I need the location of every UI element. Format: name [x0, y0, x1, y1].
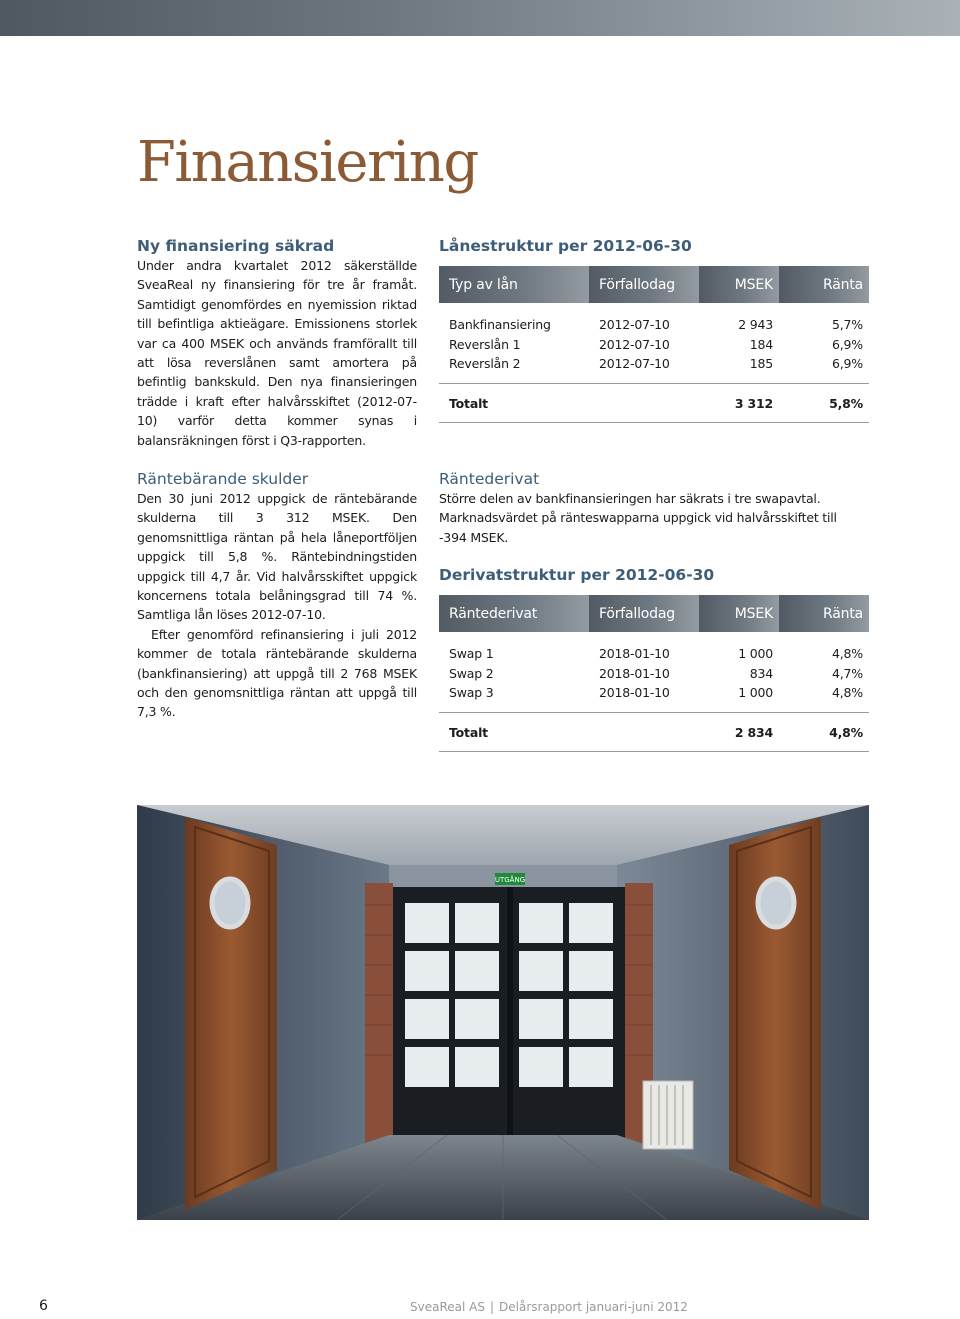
cell: 1 000	[738, 684, 773, 700]
lanestruktur-title: Lånestruktur per 2012-06-30	[439, 237, 692, 255]
section-body: Under andra kvartalet 2012 säkerställde SveaReal ny finansiering för tre år framåt. Samtidigt genomfördes en nyemission riktad till befintliga aktieägare. Emissionens storlek var ca 400 MSEK och används framförallt till att lösa reverslånen samt amortera på befintlig bankskuld. Den nya finansieringen trädde i kraft efter halvårsskiftet (2012-07-10) varför detta kommer synas i balansräkningen först i Q3-rapporten.	[137, 258, 417, 448]
section-body-continued: Efter genomförd refinansiering i juli 2012 kommer de totala räntebärande skulderna (bankfinansiering) att uppgå till 2 768 MSEK och den genomsnittliga räntan att uppgå till 7,3 %.	[137, 626, 417, 720]
footer	[410, 1300, 688, 1314]
section-heading: Ny finansiering säkrad	[137, 237, 335, 255]
cell: 2 943	[738, 317, 773, 333]
corridor-photo	[137, 805, 869, 1220]
column-header: MSEK	[699, 266, 779, 303]
cell: 2012-07-10	[599, 336, 670, 352]
cell: 2012-07-10	[599, 317, 670, 333]
total-msek: 2 834	[699, 713, 779, 752]
cell: 185	[749, 355, 773, 371]
footer-separator: |	[489, 1300, 495, 1314]
page-title: Finansiering	[137, 130, 478, 195]
table-row	[439, 632, 869, 663]
column-header: Ränta	[779, 266, 869, 303]
cell: 2018-01-10	[599, 646, 670, 662]
column-header: Typ av lån	[439, 266, 589, 303]
cell: Reverslån 1	[449, 336, 521, 352]
cell: 834	[749, 665, 773, 681]
column-header: Ränta	[779, 595, 869, 632]
section-rantebarande-skulder	[137, 469, 417, 722]
table-header-row	[439, 595, 869, 632]
cell: 2018-01-10	[599, 684, 670, 700]
section-body: Större delen av bankfinansieringen har säkrats i tre swapavtal. Marknadsvärdet på ränteswapparna uppgick vid halvårsskiftet till -394 MSEK.	[439, 491, 837, 545]
table-row	[439, 303, 869, 334]
table-total-row	[439, 713, 869, 752]
total-ranta: 5,8%	[779, 384, 869, 423]
lanestruktur-table	[439, 266, 869, 423]
total-msek: 3 312	[699, 384, 779, 423]
table-row	[439, 334, 869, 353]
footer-company: SveaReal AS	[410, 1300, 485, 1314]
table-row	[439, 683, 869, 713]
cell: Bankfinansiering	[449, 317, 551, 333]
column-header: Förfallodag	[589, 595, 699, 632]
total-label: Totalt	[439, 713, 589, 752]
cell: 4,8%	[832, 684, 863, 700]
column-header: Räntederivat	[439, 595, 589, 632]
section-heading: Räntebärande skulder	[137, 470, 309, 488]
cell: Swap 3	[449, 684, 494, 700]
table-row	[439, 663, 869, 682]
column-header: Förfallodag	[589, 266, 699, 303]
cell: 184	[749, 336, 773, 352]
column-header: MSEK	[699, 595, 779, 632]
exit-sign-text: UTGÅNG	[494, 876, 526, 884]
total-label: Totalt	[439, 384, 589, 423]
cell: 5,7%	[832, 317, 863, 333]
cell: 2018-01-10	[599, 665, 670, 681]
footer-report: Delårsrapport januari-juni 2012	[499, 1300, 688, 1314]
cell: 4,8%	[832, 646, 863, 662]
cell: Swap 1	[449, 646, 494, 662]
cell: Swap 2	[449, 665, 494, 681]
cell: 4,7%	[832, 665, 863, 681]
derivatstruktur-table	[439, 595, 869, 752]
section-body: Den 30 juni 2012 uppgick de räntebärande skulderna till 3 312 MSEK. Den genomsnittliga räntan på hela låneportföljen uppgick till 5,8 %. Räntebindningstiden uppgick till 4,7 år. Vid halvårsskiftet uppgick koncernens totala belåningsgrad till 74 %. Samtliga lån löses 2012-07-10.	[137, 491, 417, 623]
cell: 6,9%	[832, 355, 863, 371]
derivatstruktur-title: Derivatstruktur per 2012-06-30	[439, 566, 715, 584]
table-total-row	[439, 384, 869, 423]
cell	[589, 384, 699, 423]
cell: 1 000	[738, 646, 773, 662]
section-rantederivat	[439, 469, 869, 547]
cell	[589, 713, 699, 752]
total-ranta: 4,8%	[779, 713, 869, 752]
cell: Reverslån 2	[449, 355, 521, 371]
table-header-row	[439, 266, 869, 303]
cell: 2012-07-10	[599, 355, 670, 371]
cell: 6,9%	[832, 336, 863, 352]
top-bar	[0, 0, 960, 36]
table-row	[439, 354, 869, 384]
section-heading: Räntederivat	[439, 470, 540, 488]
section-ny-finansiering	[137, 236, 417, 450]
page-number: 6	[39, 1298, 48, 1314]
